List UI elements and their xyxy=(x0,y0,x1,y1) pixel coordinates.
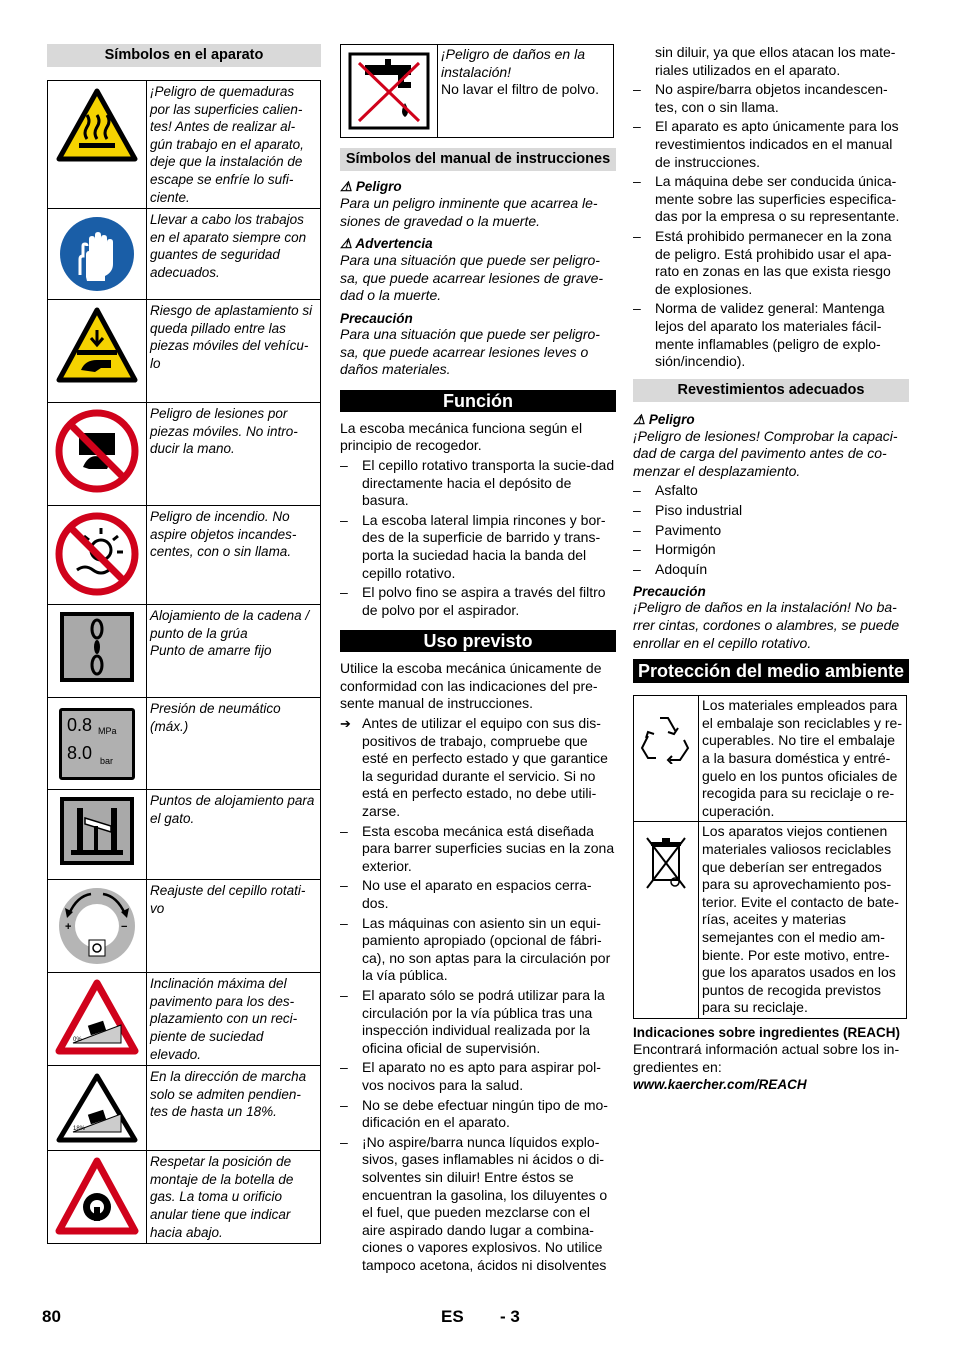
table-row xyxy=(48,1151,321,1244)
max-slope-18-icon xyxy=(55,1072,139,1144)
brush-adjust-icon xyxy=(57,886,137,966)
column-3 xyxy=(633,44,909,1093)
filter-warning-table xyxy=(340,44,614,138)
table-row xyxy=(48,605,321,698)
section-heading-revestimientos: Revestimientos adecuados xyxy=(633,379,909,402)
minus-sign: − xyxy=(121,921,128,934)
warning-triangle-icon: ⚠ xyxy=(340,236,353,252)
symbol-text: Puntos de alojamiento para el gato. xyxy=(147,790,321,880)
reach-heading: Indicaciones sobre ingredientes (REACH) xyxy=(633,1024,901,1040)
plus-sign: + xyxy=(65,921,72,934)
list-item: – El cepillo rotativo transporta la sucie-dad directamente hacia el depósito de basura. xyxy=(340,457,616,510)
warning-triangle-icon: ⚠ xyxy=(340,179,353,194)
reach-url[interactable]: www.kaercher.com/REACH xyxy=(633,1077,807,1093)
section-heading-medio-ambiente: Protección del medio ambiente xyxy=(633,659,909,683)
table-row xyxy=(634,822,907,1019)
rev-danger-label: ⚠ Peligro xyxy=(633,411,695,427)
list-item: – Está prohibido permanecer en la zona de peligro. Está prohibido usar el apa-rato en zonas en las que exista riesgo de explosiones. xyxy=(633,228,909,298)
table-row xyxy=(48,698,321,790)
hot-surface-warning-icon xyxy=(55,87,139,165)
table-row xyxy=(634,696,907,822)
warning-triangle-icon: ⚠ xyxy=(633,411,646,427)
symbol-text: Alojamiento de la cadena / punto de la grúa Punto de amarre fijo xyxy=(147,605,321,698)
warning-label: ⚠ Advertencia xyxy=(340,236,433,252)
chain-crane-point-icon xyxy=(59,611,135,683)
filter-warning-title: ¡Peligro de daños en la instalación! xyxy=(441,46,585,80)
gas-bottle-position-icon xyxy=(55,1157,139,1237)
symbol-text: En la dirección de marcha solo se admiten pendien-tes de hasta un 18%. xyxy=(147,1066,321,1151)
slope-percent: 18% xyxy=(73,1126,86,1133)
uso-list xyxy=(340,823,616,1275)
reach-text: Encontrará información actual sobre los in-gredientes en: xyxy=(633,1040,900,1075)
symbol-text: Presión de neumático (máx.) xyxy=(147,698,321,790)
no-hot-objects-icon xyxy=(55,512,139,596)
continuation-text: sin diluir, ya que ellos atacan los mate-riales utilizados en el aparato. xyxy=(655,44,896,78)
table-row xyxy=(48,506,321,605)
symbol-text: Inclinación máxima del pavimento para los des-plazamiento con un reci-piente de suciedad elevado. xyxy=(147,973,321,1066)
warning-text: Para una situación que puede ser peligro-sa, que puede acarrear lesiones de grave-dad o la muerte. xyxy=(340,252,604,304)
crush-hazard-warning-icon xyxy=(55,306,139,386)
list-item: – El aparato no es apto para aspirar pol-vos nocivos para la salud. xyxy=(340,1059,616,1094)
list-item: – No se debe efectuar ningún tipo de mo-dificación en el aparato. xyxy=(340,1097,616,1132)
symbol-text: Llevar a cabo los trabajos en el aparato siempre con guantes de seguridad adecuados. xyxy=(147,209,321,300)
funcion-list xyxy=(340,457,616,619)
env-old-devices-text: Los aparatos viejos contienen materiales valiosos reciclables que deberían ser entregados para su aprovechamiento pos-terior. Evite el contacto de bate-rías, aceites y materias semejantes con el medio am-biente. Por este motivo, entre-gue los aparatos usados en los puntos de recogida previstos para su reciclaje. xyxy=(699,822,907,1019)
page-number: 80 xyxy=(42,1307,61,1326)
list-item: – Norma de validez general: Mantenga lejos del aparato los materiales fácil-mente inflamables (peligro de explo-sión/incendio). xyxy=(633,300,909,370)
symbol-text: Peligro de lesiones por piezas móviles. No intro-ducir la mano. xyxy=(147,403,321,506)
table-row xyxy=(48,880,321,973)
symbol-text: ¡Peligro de quemaduras por las superficies calien-tes! Antes de realizar al-gún trabajo en el aparato, deje que la instalación de escape se enfríe lo sufi-ciente. xyxy=(147,81,321,209)
table-row xyxy=(48,300,321,403)
uso-arrow-item: ➔ Antes de utilizar el equipo con sus dis-positivos de trabajo, compruebe que esté en perfecto estado y que garantice la seguridad durante el servicio. Si no está en perfecto estado, no debe utili-zarse. xyxy=(340,715,616,821)
list-item: – Las máquinas con asiento sin un equi-pamiento apropiado (opcional de fábri-ca), no son aptas para la circulación por la vía pública. xyxy=(340,915,616,985)
no-wash-filter-icon xyxy=(347,51,431,131)
list-item: – Piso industrial xyxy=(633,502,909,520)
rev-caution-text: ¡Peligro de daños en la instalación! No ba-rrer cintas, cordones o alambres, se puede enrollar en el cepillo rotativo. xyxy=(633,599,900,651)
column-1 xyxy=(47,44,321,1244)
section-heading-device-symbols: Símbolos en el aparato xyxy=(47,44,321,67)
weee-crossed-bin-icon xyxy=(641,832,691,894)
slope-percent: 0% xyxy=(73,1037,82,1044)
language-code: ES xyxy=(441,1307,464,1326)
list-item: – Adoquín xyxy=(633,561,909,579)
pressure-mpa-value: 0.8 xyxy=(67,715,93,736)
list-item: – No aspire/barra objetos incandescen-tes, con o sin llama. xyxy=(633,81,909,116)
section-number: - 3 xyxy=(500,1307,520,1326)
symbol-text: Reajuste del cepillo rotati-vo xyxy=(147,880,321,973)
caution-text: Para una situación que puede ser peligro-sa, que puede acarrear lesiones leves o daños materiales. xyxy=(340,325,600,378)
safety-gloves-icon xyxy=(58,215,136,293)
list-item: – Asfalto xyxy=(633,482,909,500)
table-row xyxy=(341,45,614,138)
danger-text: Para un peligro inminente que acarrea le-siones de gravedad o la muerte. xyxy=(340,195,598,229)
pressure-bar-value: 8.0 xyxy=(67,743,93,764)
env-packaging-text: Los materiales empleados para el embalaje son reciclables y re-cuperables. No tire el embalaje a la basura doméstica y entré-guelo en los puntos oficiales de recogida para su reciclaje o re-cuperación. xyxy=(699,696,907,822)
danger-label: ⚠ Peligro xyxy=(340,179,402,194)
symbol-text: Peligro de incendio. No aspire objetos incandes-centes, con o sin llama. xyxy=(147,506,321,605)
column-2 xyxy=(340,44,616,1274)
list-item: – Hormigón xyxy=(633,541,909,559)
rev-danger-text: ¡Peligro de lesiones! Comprobar la capaci-dad de carga del pavimento antes de co-menzar el desplazamiento. xyxy=(633,427,898,479)
list-item: – La máquina debe ser conducida única-mente sobre las superficies especifica-das por la empresa o su representante. xyxy=(633,173,909,226)
device-symbols-table xyxy=(47,80,321,1244)
list-item: – El polvo fino se aspira a través del filtro de polvo por el aspirador. xyxy=(340,584,616,619)
environment-table xyxy=(633,695,907,1019)
max-slope-full-icon xyxy=(55,979,139,1057)
filter-warning-text: No lavar el filtro de polvo. xyxy=(441,81,599,98)
table-row xyxy=(48,209,321,300)
list-item: – La escoba lateral limpia rincones y bor-des de la superficie de barrido y trans-porta la suciedad hacia la banda del cepillo rotativo. xyxy=(340,512,616,582)
table-row xyxy=(48,403,321,506)
rev-caution-label: Precaución xyxy=(633,584,706,600)
list-item: – No use el aparato en espacios cerra-dos. xyxy=(340,877,616,912)
list-item: – ¡No aspire/barra nunca líquidos explo-sivos, gases inflamables ni ácidos o di-solventes sin diluir! Entre éstos se encuentran la gasolina, los diluyentes o el fuel, que pueden mezclarse con el aire aspirado dando lugar a combina-ciones o vapores explosivos. No utilice tampoco acetona, ácidos ni disolventes xyxy=(340,1134,616,1275)
table-row xyxy=(48,81,321,209)
list-item: – Pavimento xyxy=(633,522,909,540)
table-row xyxy=(48,1066,321,1151)
list-item: – El aparato sólo se podrá utilizar para la circulación por la vía pública tras una inspección individual realizada por la oficina oficial de supervisión. xyxy=(340,987,616,1057)
funcion-intro: La escoba mecánica funciona según el principio de recogedor. xyxy=(340,419,583,454)
prohibitions-list xyxy=(633,81,909,371)
table-row xyxy=(48,790,321,880)
list-item: – El aparato es apto únicamente para los revestimientos indicados en el manual de instrucciones. xyxy=(633,118,909,171)
surfaces-list xyxy=(633,482,909,578)
recycling-icon xyxy=(638,708,694,764)
pressure-mpa-unit: MPa xyxy=(98,726,117,737)
caution-label: Precaución xyxy=(340,310,413,326)
symbol-text: Respetar la posición de montaje de la botella de gas. La toma u orificio anular tiene que indicar hacia abajo. xyxy=(147,1151,321,1244)
list-item: – Esta escoba mecánica está diseñada para barrer superficies sucias en la zona exterior. xyxy=(340,823,616,876)
table-row xyxy=(48,973,321,1066)
uso-intro: Utilice la escoba mecánica únicamente de conformidad con las indicaciones del pre-sente manual de instrucciones. xyxy=(340,660,602,712)
section-heading-uso-previsto: Uso previsto xyxy=(340,630,616,652)
symbol-text: Riesgo de aplastamiento si queda pillado entre las piezas móviles del vehícu-lo xyxy=(147,300,321,403)
tire-pressure-icon xyxy=(59,708,135,780)
section-heading-funcion: Función xyxy=(340,390,616,412)
jack-point-icon xyxy=(59,796,135,866)
pressure-bar-unit: bar xyxy=(100,756,114,767)
section-heading-manual-symbols: Símbolos del manual de instrucciones xyxy=(340,148,616,171)
no-hand-moving-parts-icon xyxy=(55,409,139,493)
